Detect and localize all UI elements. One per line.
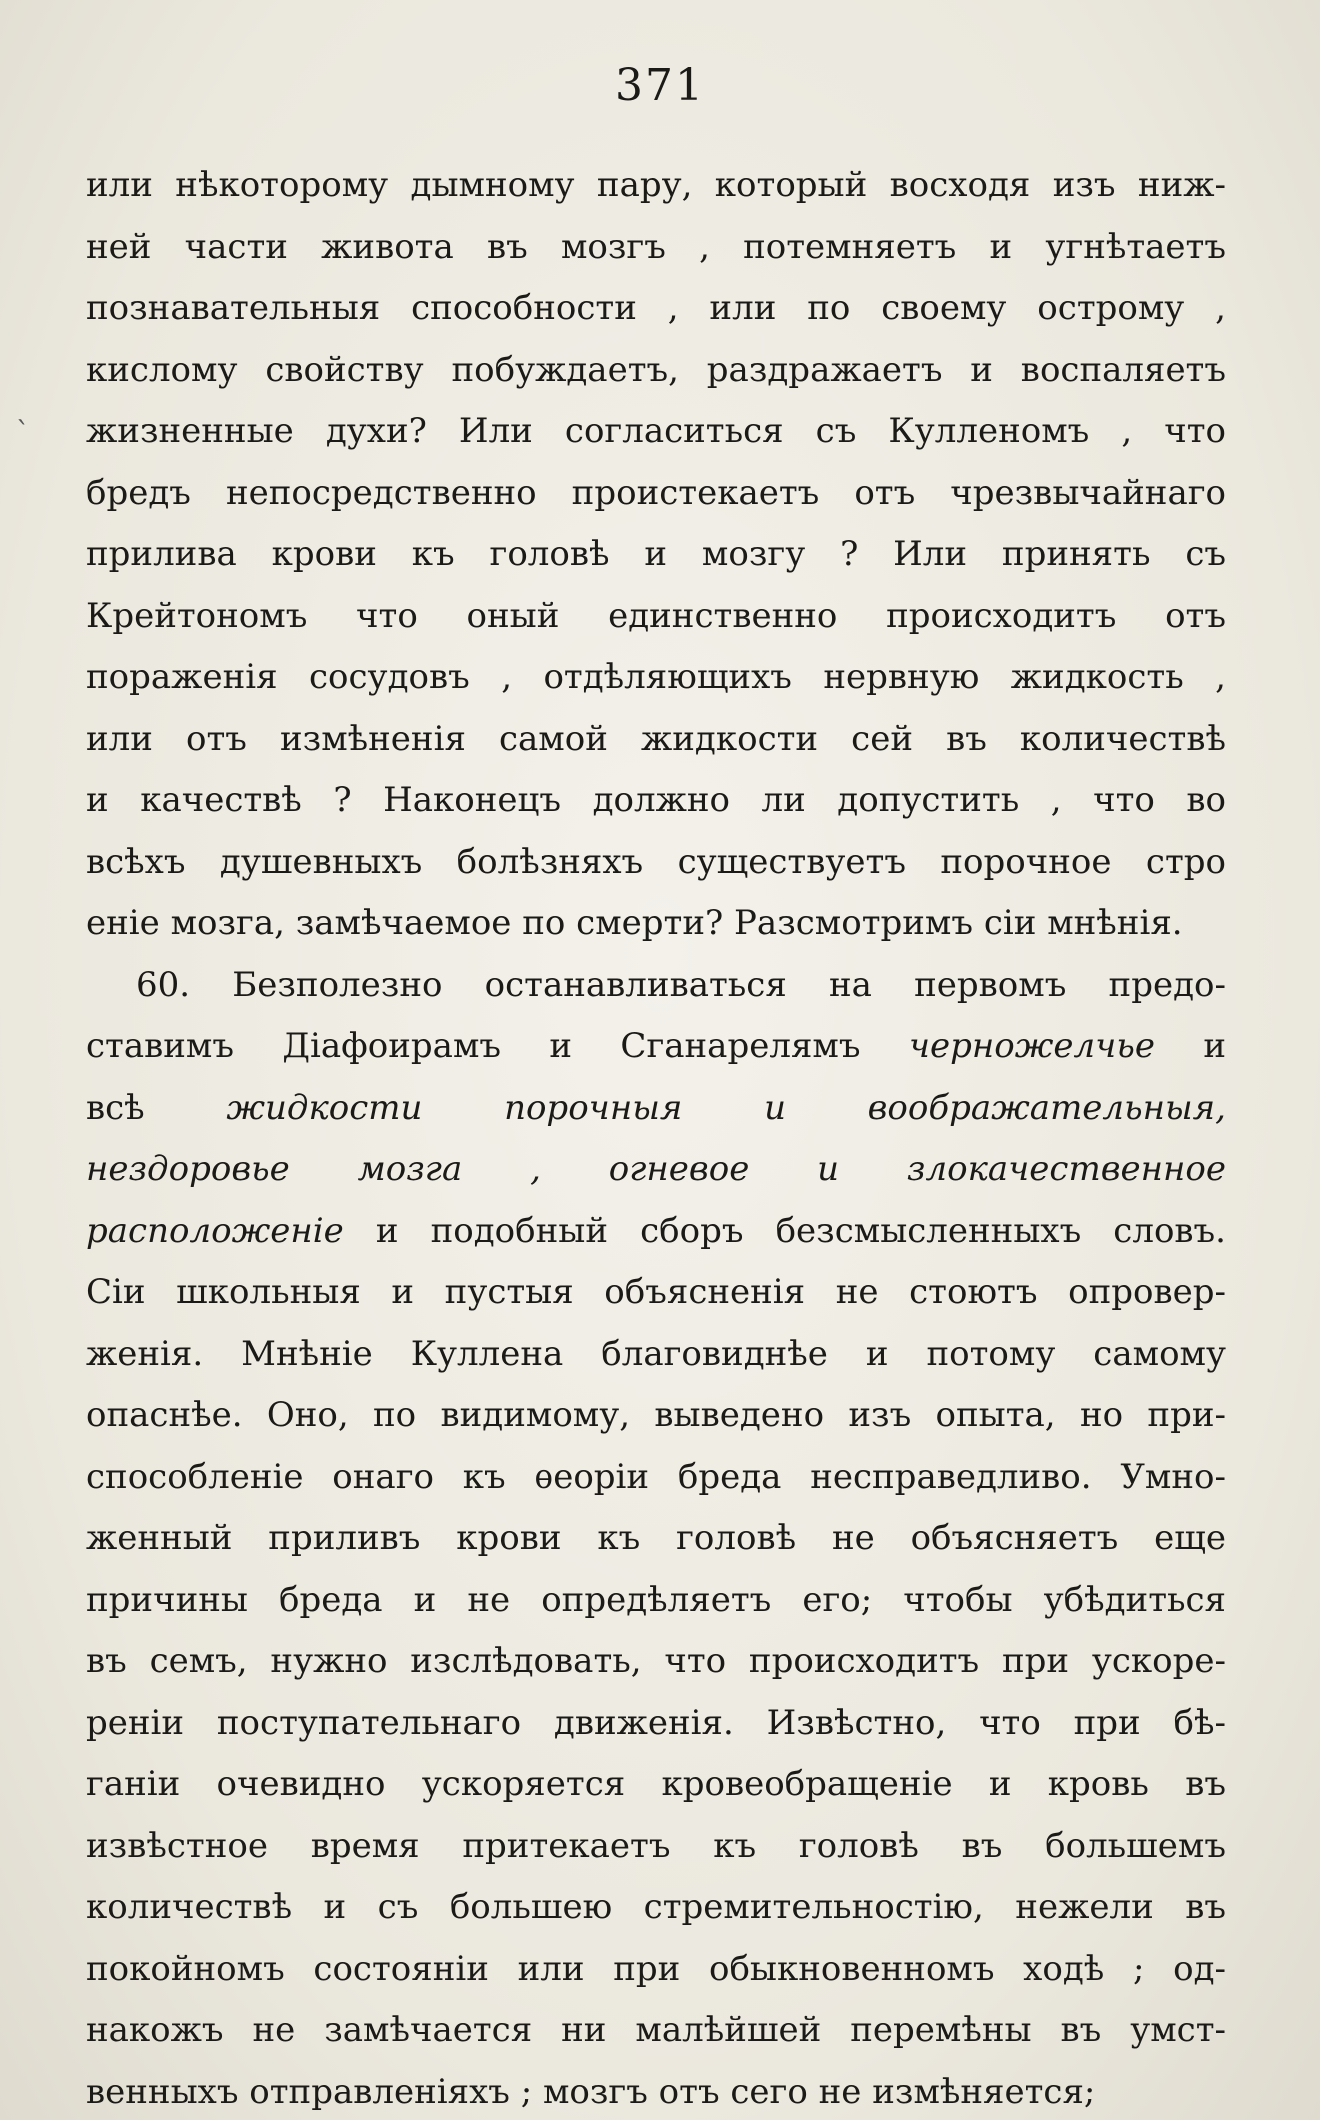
- text-line: [86, 401, 1226, 463]
- text-line: [86, 1754, 1226, 1816]
- text-line: [86, 1877, 1226, 1939]
- text-line: [86, 586, 1226, 648]
- text-segment: жизненные духи? Или согласиться съ Кулленомъ , что: [86, 411, 1226, 451]
- text-segment: покойномъ состояніи или при обыкновенномъ ходѣ ; од-: [86, 1948, 1226, 1989]
- italic-text-segment: расположеніе: [86, 1210, 344, 1251]
- text-segment: еніе мозга, замѣчаемое по смерти? Разсмотримъ сіи мнѣнія.: [86, 903, 1183, 943]
- text-line: [86, 1693, 1226, 1755]
- text-line: [86, 1262, 1226, 1324]
- text-segment: женія. Мнѣніе Куллена благовиднѣе и потому самому: [86, 1333, 1226, 1374]
- italic-text-segment: жидкости порочныя и воображательныя,: [226, 1087, 1226, 1128]
- text-line: [86, 2062, 1226, 2120]
- text-line: [86, 709, 1226, 771]
- text-line: [86, 1816, 1226, 1878]
- text-line: [86, 1939, 1226, 2001]
- text-line: [86, 2000, 1226, 2062]
- text-segment: 60. Безполезно останавливаться на первомъ предо-: [136, 964, 1226, 1005]
- text-segment: женный приливъ крови къ головѣ не объясняетъ еще: [86, 1518, 1226, 1558]
- text-segment: всѣхъ душевныхъ болѣзняхъ существуетъ порочное стро: [86, 841, 1226, 882]
- text-segment: ставимъ Діафоирамъ и Сганарелямъ: [86, 1026, 909, 1066]
- text-segment: опаснѣе. Оно, по видимому, выведено изъ опыта, но при-: [86, 1395, 1226, 1435]
- text-line: [86, 524, 1226, 586]
- text-segment: Сіи школьныя и пустыя объясненія не стоютъ опровер-: [86, 1272, 1226, 1312]
- text-line: [86, 832, 1226, 894]
- text-segment: пораженія сосудовъ , отдѣляющихъ нервную жидкость ,: [86, 657, 1226, 697]
- text-segment: накожъ не замѣчается ни малѣйшей перемѣны въ умст-: [86, 2010, 1226, 2050]
- text-line: [86, 647, 1226, 709]
- text-line: [86, 893, 1226, 955]
- text-line: [86, 1201, 1226, 1263]
- text-segment: и: [1154, 1026, 1226, 1066]
- text-segment: извѣстное время притекаетъ къ головѣ въ большемъ: [86, 1825, 1226, 1866]
- text-line: [86, 1570, 1226, 1632]
- text-line: [86, 1324, 1226, 1386]
- italic-text-segment: черножелчье: [908, 1026, 1155, 1066]
- text-segment: кислому свойству побуждаетъ, раздражаетъ и воспаляетъ: [86, 349, 1226, 390]
- body-text: [86, 155, 1226, 2120]
- text-line: [86, 217, 1226, 279]
- text-segment: познавательныя способности , или по своему острому ,: [86, 288, 1226, 328]
- text-segment: способленіе онаго къ ѳеоріи бреда несправедливо. Умно-: [86, 1456, 1226, 1497]
- text-line: [86, 1631, 1226, 1693]
- text-line: [86, 463, 1226, 525]
- text-line: [86, 1385, 1226, 1447]
- text-line: [86, 770, 1226, 832]
- text-segment: венныхъ отправленіяхъ ; мозгъ отъ сего не измѣняется;: [86, 2071, 1096, 2112]
- text-segment: всѣ: [86, 1087, 227, 1128]
- text-line: [86, 278, 1226, 340]
- text-segment: и подобный сборъ безсмысленныхъ словъ.: [343, 1210, 1226, 1251]
- text-segment: Крейтономъ что оный единственно происходитъ отъ: [86, 595, 1226, 636]
- text-segment: реніи поступательнаго движенія. Извѣстно, что при бѣ-: [86, 1702, 1226, 1743]
- text-segment: причины бреда и не опредѣляетъ его; чтобы убѣдиться: [86, 1579, 1226, 1620]
- text-line: [86, 1016, 1226, 1078]
- text-line: [86, 1508, 1226, 1570]
- text-line: [86, 1078, 1226, 1140]
- text-segment: количествѣ и съ большею стремительностію, нежели въ: [86, 1887, 1226, 1927]
- text-segment: въ семъ, нужно изслѣдовать, что происходитъ при ускоре-: [86, 1641, 1226, 1681]
- italic-text-segment: нездоровье мозга , огневое и злокачественное: [86, 1149, 1226, 1189]
- text-segment: ней части живота въ мозгъ , потемняетъ и угнѣтаетъ: [86, 226, 1226, 267]
- text-line: [86, 155, 1226, 217]
- text-line: [86, 1139, 1226, 1201]
- text-segment: бредъ непосредственно проистекаетъ отъ чрезвычайнаго: [86, 472, 1226, 513]
- page-number: 371: [615, 60, 705, 111]
- text-segment: и качествѣ ? Наконецъ должно ли допустить , что во: [86, 780, 1226, 820]
- text-line: [86, 340, 1226, 402]
- text-segment: ганіи очевидно ускоряется кровеобращеніе и кровь въ: [86, 1764, 1226, 1804]
- text-segment: или нѣкоторому дымному пару, который восходя изъ ниж-: [86, 165, 1226, 205]
- text-segment: или отъ измѣненія самой жидкости сей въ количествѣ: [86, 718, 1226, 759]
- margin-mark: `: [16, 416, 30, 449]
- text-segment: прилива крови къ головѣ и мозгу ? Или принять съ: [86, 534, 1226, 574]
- text-line: [86, 1447, 1226, 1509]
- text-line: [86, 955, 1226, 1017]
